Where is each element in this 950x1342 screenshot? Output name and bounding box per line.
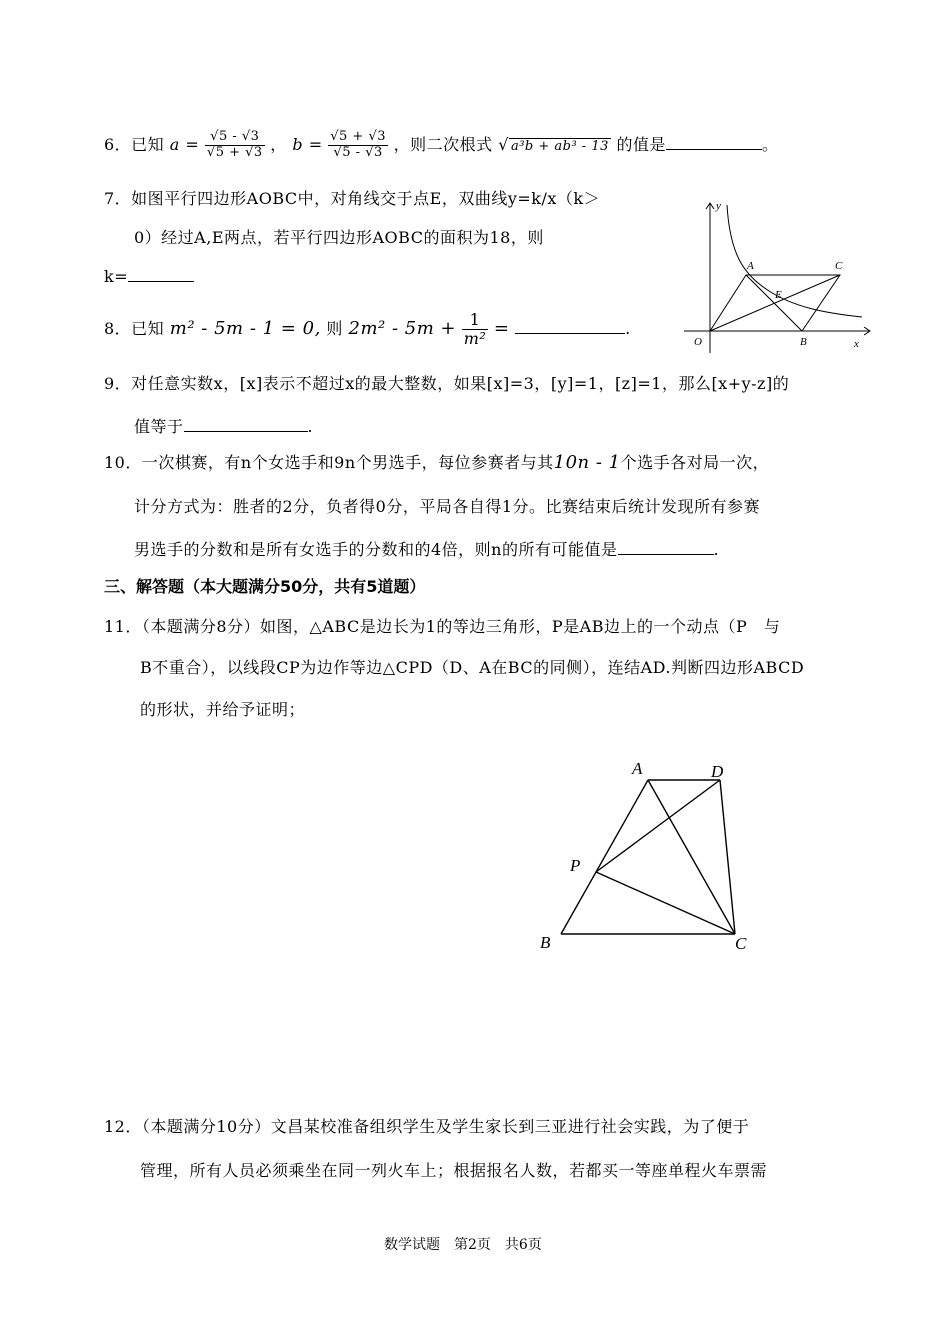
- q6-answer-blank[interactable]: [666, 148, 762, 150]
- q8-answer-blank[interactable]: [515, 332, 625, 334]
- q10-line3: [134, 537, 719, 560]
- q6-a-denominator: √5 + √3: [206, 145, 263, 160]
- q9-line1: 9．对任意实数x，[x]表示不超过x的最大整数，如果[x]=3，[y]=1，[z]=1，那么[x+y-z]的: [104, 374, 790, 393]
- q10-end: .: [713, 540, 720, 559]
- q12-line2: 管理，所有人员必须乘坐在同一列火车上；根据报名人数，若都买一等座单程火车票需: [140, 1161, 768, 1180]
- q10-line1: [104, 450, 769, 473]
- q7-a-label: A: [747, 260, 754, 272]
- q8-then: 则: [326, 319, 343, 338]
- q6-end: 。: [761, 135, 779, 154]
- q6-then: ，则二次根式: [393, 135, 493, 154]
- q7-x-label: x: [854, 338, 859, 350]
- q10-answer-blank[interactable]: [618, 553, 714, 555]
- q8-frac-denominator: m²: [463, 329, 487, 348]
- q11-c-label: C: [735, 934, 747, 953]
- q8-eq1: m² - 5m - 1 = 0,: [169, 318, 321, 339]
- question-8: [104, 304, 631, 354]
- question-6: [104, 128, 779, 162]
- q8-end: .: [625, 319, 631, 338]
- q8-eq2: =: [493, 318, 510, 339]
- q7-y-label: y: [716, 200, 721, 212]
- q7-o-label: O: [694, 336, 702, 348]
- q10-line1-c: 个选手各对局一次，: [620, 453, 770, 472]
- q11-b-label: B: [540, 933, 551, 952]
- q11-line-pd: [596, 780, 720, 872]
- q11-figure: [530, 756, 760, 956]
- q11-line3: 的形状，并给予证明；: [140, 700, 306, 719]
- q7-line2: 0）经过A,E两点，若平行四边形AOBC的面积为18，则: [134, 228, 544, 247]
- q9-answer-blank[interactable]: [184, 430, 308, 432]
- q7-k-label: k=: [104, 267, 129, 286]
- q12-line1: 12．（本题满分10分）文昌某校准备组织学生及学生家长到三亚进行社会实践，为了便于: [104, 1117, 750, 1136]
- q6-a-label: a: [169, 135, 180, 154]
- q9-line2: [134, 414, 313, 437]
- q6-tail: 的值是: [616, 135, 666, 154]
- q11-line1: 11．（本题满分8分）如图，△ABC是边长为1的等边三角形，P是AB边上的一个动点（P 与: [104, 617, 781, 636]
- q6-a-fraction: [205, 130, 265, 161]
- q9-label: 值等于: [134, 417, 184, 436]
- q6-number: 6．已知: [104, 135, 165, 154]
- q10-expr: 10n - 1: [553, 452, 621, 473]
- q8-number: 8．已知: [104, 319, 165, 338]
- q10-line1-a: 10．一次棋赛，有n个女选手和9n个男选手，每位参赛者与其: [104, 453, 554, 472]
- q10-line2: 计分方式为：胜者的2分，负者得0分，平局各自得1分。比赛结束后统计发现所有参赛: [134, 497, 761, 516]
- q6-eq: =: [185, 135, 200, 154]
- q10-line3-text: 男选手的分数和是所有女选手的分数和的4倍，则n的所有可能值是: [134, 540, 618, 559]
- section-3-heading: 三、解答题（本大题满分50分，共有5道题）: [104, 577, 426, 596]
- q6-comma: ，: [270, 135, 287, 154]
- q7-figure: [684, 195, 874, 355]
- q7-line3: [104, 267, 194, 286]
- q6-radical-sign: √: [498, 135, 509, 154]
- q8-frac-numerator: 1: [462, 311, 489, 330]
- q11-p-label: P: [570, 856, 581, 875]
- q11-d-label: D: [711, 762, 724, 781]
- q8-fraction: [462, 311, 489, 349]
- q6-b-denominator: √5 - √3: [333, 145, 383, 160]
- q11-a-label: A: [632, 759, 643, 778]
- q7-b-label: B: [800, 336, 807, 348]
- q6-b-numerator: √5 + √3: [330, 129, 387, 145]
- q7-c-label: C: [835, 260, 843, 272]
- q7-answer-blank[interactable]: [128, 280, 194, 282]
- q8-expr: 2m² - 5m +: [348, 318, 457, 339]
- q11-line-pc: [596, 872, 735, 934]
- q9-end: .: [307, 417, 314, 436]
- page-footer: 数学试题 第2页 共6页: [384, 1237, 542, 1253]
- q6-b-label: b: [292, 135, 304, 154]
- q7-e-label: E: [775, 289, 782, 301]
- q6-a-numerator: √5 - √3: [205, 130, 265, 146]
- q6-radical-expr: a³b + ab³ - 13: [510, 139, 609, 154]
- q6-eq2: =: [308, 135, 323, 154]
- q6-b-fraction: [328, 130, 388, 161]
- q7-line1: 7．如图平行四边形AOBC中，对角线交于点E，双曲线y=k/x（k＞: [104, 189, 601, 208]
- q11-line2: B不重合），以线段CP为边作等边△CPD（D、A在BC的同侧），连结AD.判断四边形ABCD: [140, 658, 805, 677]
